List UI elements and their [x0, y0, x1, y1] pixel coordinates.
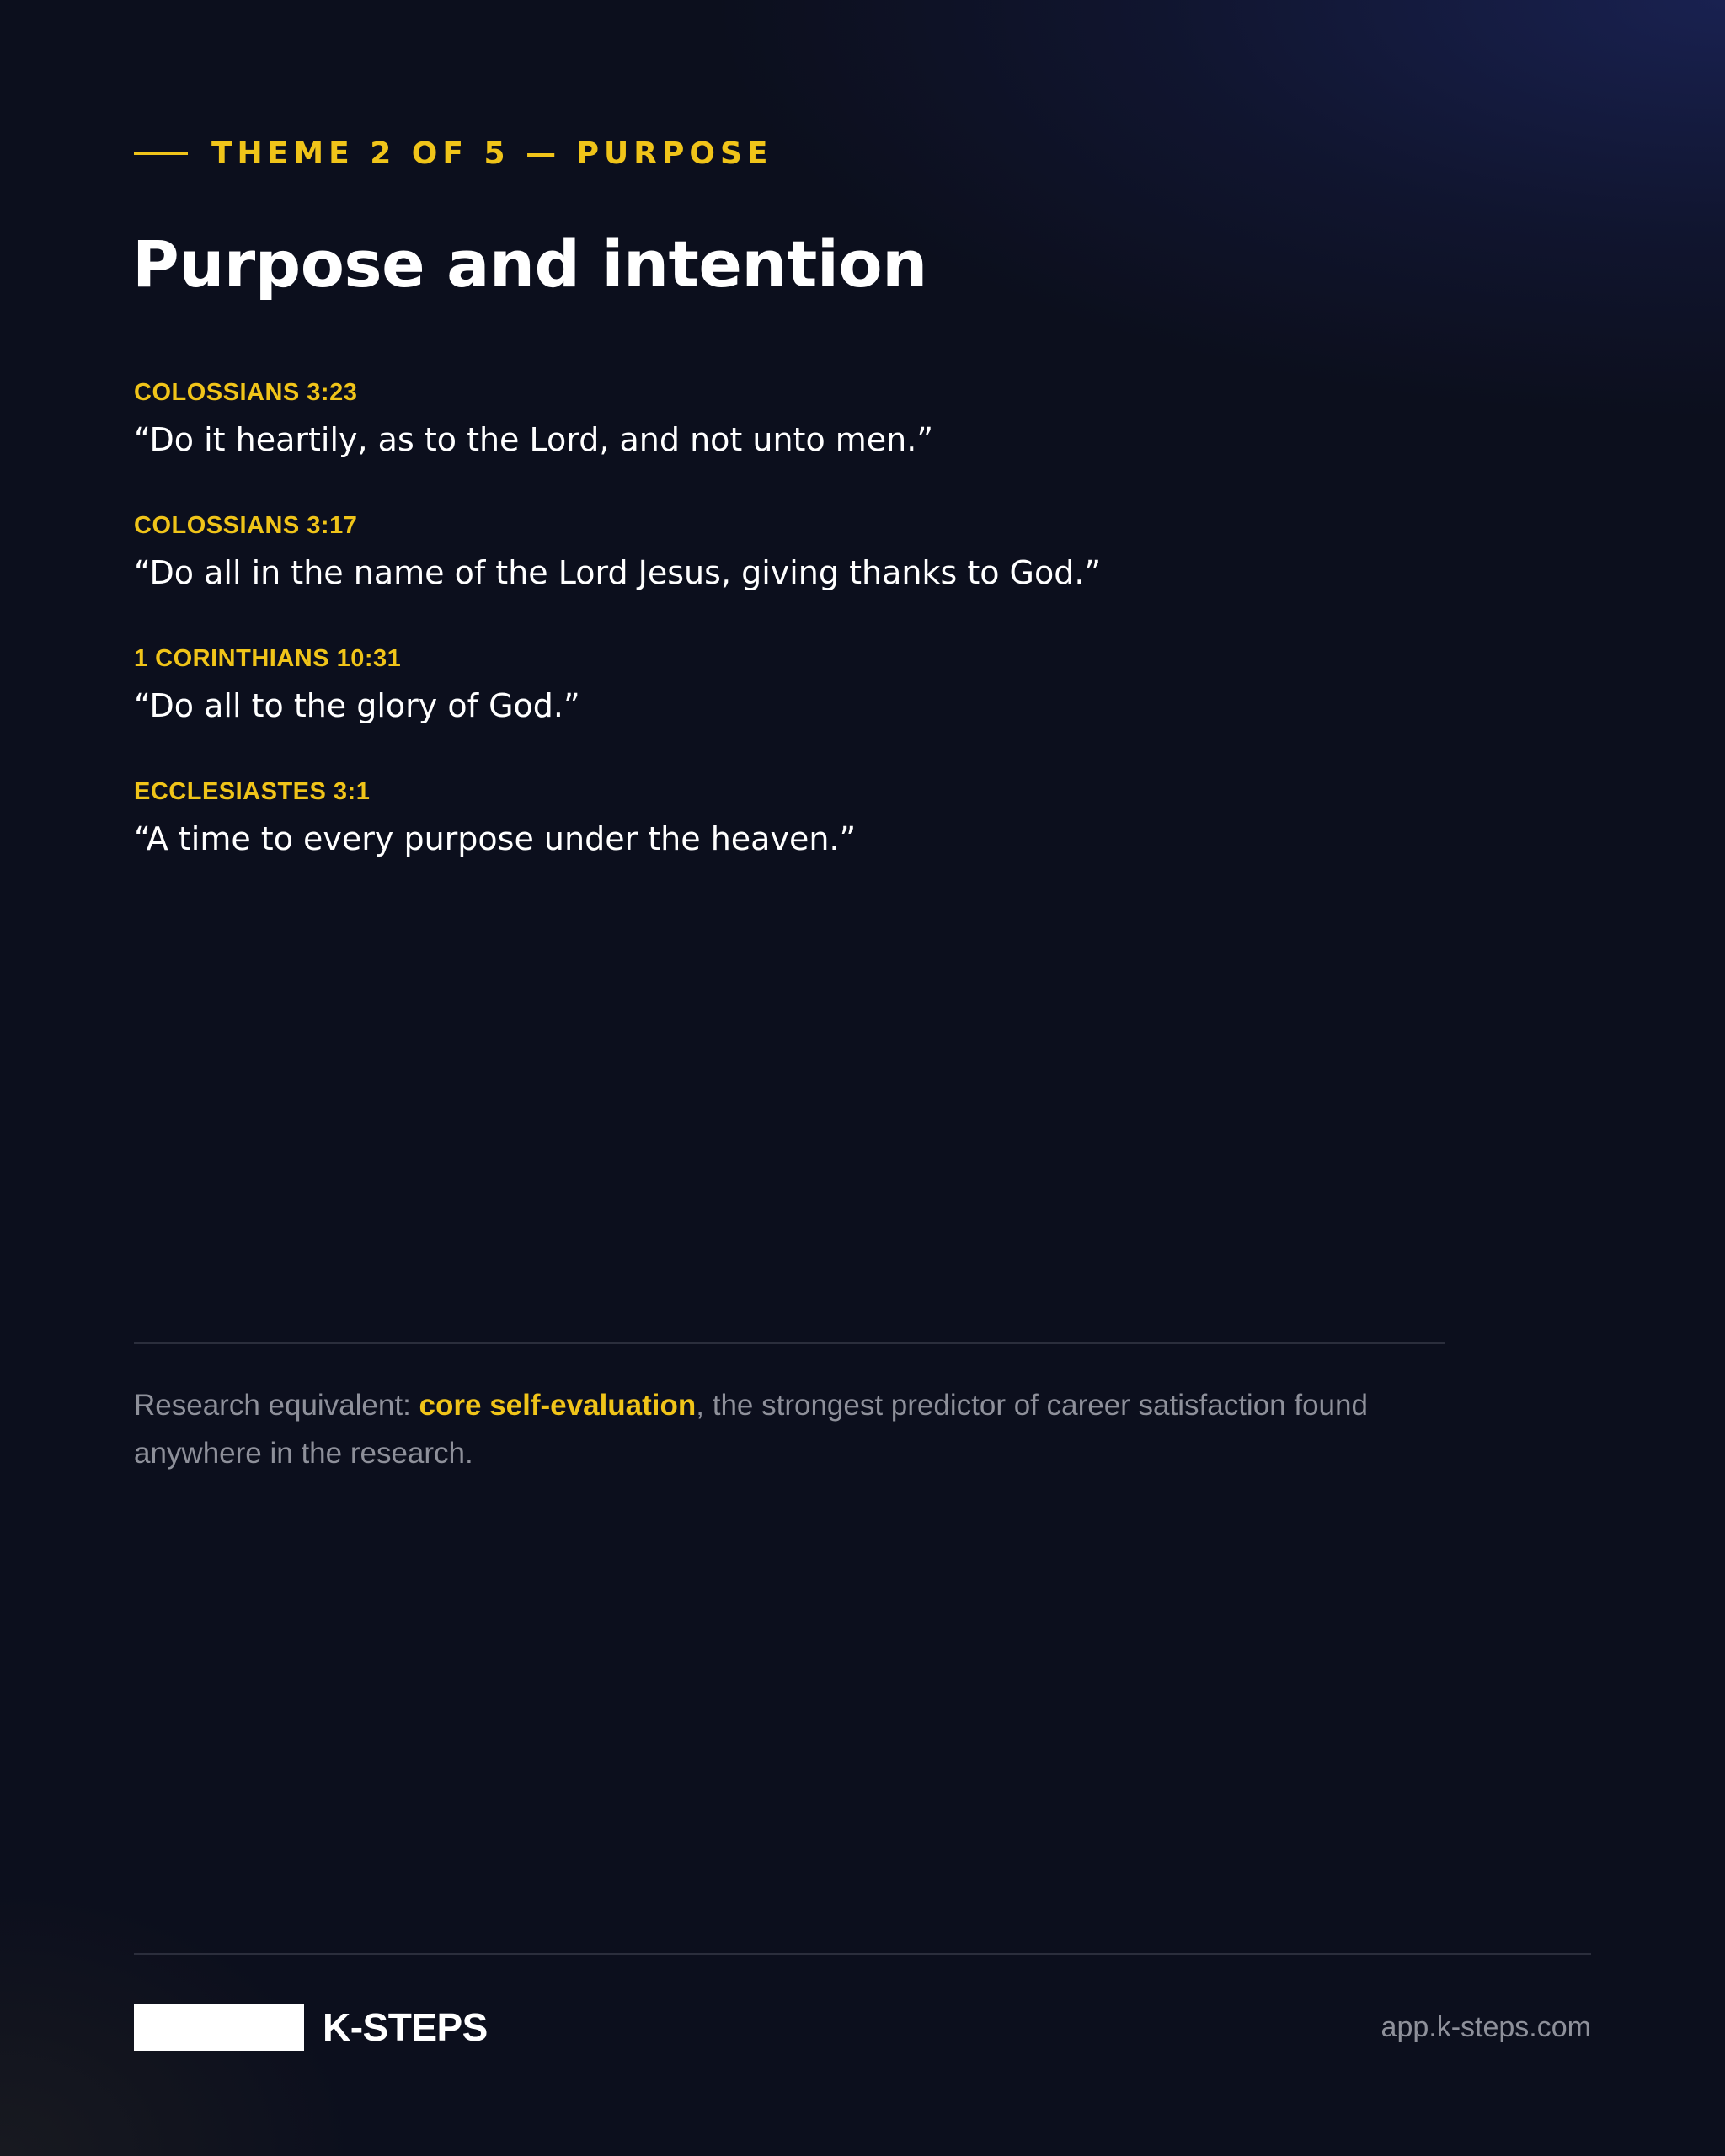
verse-reference: ECCLESIASTES 3:1: [134, 778, 371, 805]
footer-url: app.k-steps.com: [1381, 2010, 1591, 2043]
verse-item: [134, 643, 1566, 776]
verse-item: [134, 510, 1566, 643]
theme-eyebrow: [134, 135, 773, 172]
footer-divider: [134, 1953, 1591, 1955]
brand: [134, 2004, 488, 2051]
research-prefix: Research equivalent:: [134, 1389, 419, 1422]
brand-name: K-STEPS: [323, 2005, 488, 2049]
verse-reference: 1 CORINTHIANS 10:31: [134, 645, 402, 672]
section-divider: [134, 1342, 1445, 1344]
footer: [134, 2003, 1591, 2052]
verse-reference: COLOSSIANS 3:23: [134, 379, 358, 406]
research-highlight: core self-evaluation: [419, 1389, 697, 1422]
verse-item: [134, 776, 1566, 910]
verse-list: [134, 377, 1566, 910]
verse-item: [134, 377, 1566, 510]
verse-quote: “Do all to the glory of God.”: [134, 687, 580, 724]
verse-quote: “A time to every purpose under the heaven.”: [134, 820, 857, 857]
verse-quote: “Do all in the name of the Lord Jesus, giving thanks to God.”: [134, 554, 1102, 591]
eyebrow-text: THEME 2 OF 5 — PURPOSE: [211, 136, 773, 171]
research-suffix: , the strongest predictor of career satisfaction found anywhere in the research.: [134, 1389, 1368, 1470]
research-note: [134, 1381, 1465, 1477]
brand-logo-icon: [134, 2004, 304, 2051]
page-title: Purpose and intention: [132, 227, 927, 302]
verse-quote: “Do it heartily, as to the Lord, and not unto men.”: [134, 421, 934, 458]
eyebrow-line-icon: [134, 152, 188, 155]
verse-reference: COLOSSIANS 3:17: [134, 512, 358, 539]
